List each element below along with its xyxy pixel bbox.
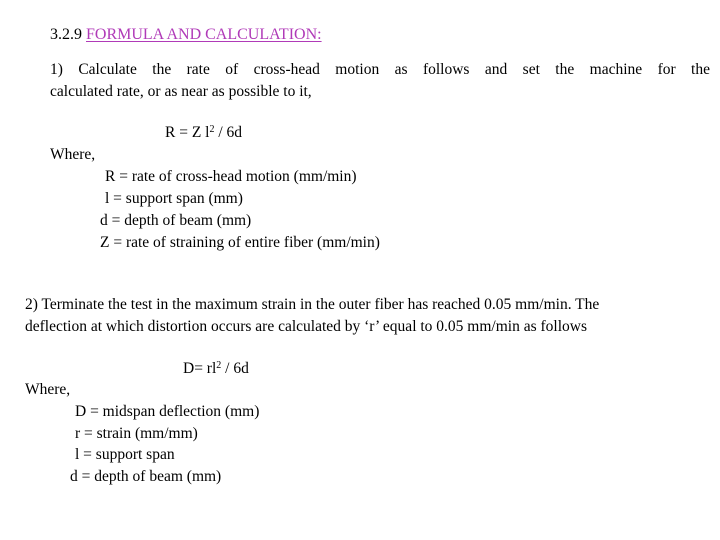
- step1-text-line1: 1) Calculate the rate of cross-head motion as follows and set the machine for the: [50, 61, 710, 78]
- section-number: 3.2.9: [50, 26, 82, 43]
- section-title: FORMULA AND CALCULATION:: [86, 26, 322, 43]
- step1-definition: R = rate of cross-head motion (mm/min): [105, 168, 357, 185]
- step2-definition: d = depth of beam (mm): [70, 468, 222, 485]
- step1-formula-exponent: 2: [209, 124, 215, 135]
- step2-definition: r = strain (mm/mm): [75, 425, 198, 442]
- step1-text-line2: calculated rate, or as near as possible to it,: [50, 83, 312, 100]
- step2-text-line1: 2) Terminate the test in the maximum strain in the outer fiber has reached 0.05 mm/min. The: [25, 296, 600, 313]
- step2-text-line2: deflection at which distortion occurs are calculated by ‘r’ equal to 0.05 mm/min as follows: [25, 318, 587, 335]
- section-heading: [50, 26, 322, 44]
- step1-formula-prefix: R = Z l: [165, 124, 210, 141]
- step2-formula-prefix: D= rl: [183, 360, 217, 377]
- step2-definition: l = support span: [75, 446, 175, 463]
- step1-where-label: Where,: [50, 146, 96, 163]
- step2-where-label: Where,: [25, 381, 71, 398]
- step2-formula-suffix: / 6d: [221, 360, 249, 377]
- step1-definition: Z = rate of straining of entire fiber (mm/min): [100, 234, 380, 251]
- step2-formula-exponent: 2: [216, 360, 222, 371]
- step1-formula: [165, 124, 242, 142]
- step1-definition: d = depth of beam (mm): [100, 212, 252, 229]
- step1-formula-suffix: / 6d: [214, 124, 243, 141]
- step1-definition: l = support span (mm): [105, 190, 243, 207]
- step2-definition: D = midspan deflection (mm): [75, 403, 260, 420]
- step2-formula: [183, 360, 249, 378]
